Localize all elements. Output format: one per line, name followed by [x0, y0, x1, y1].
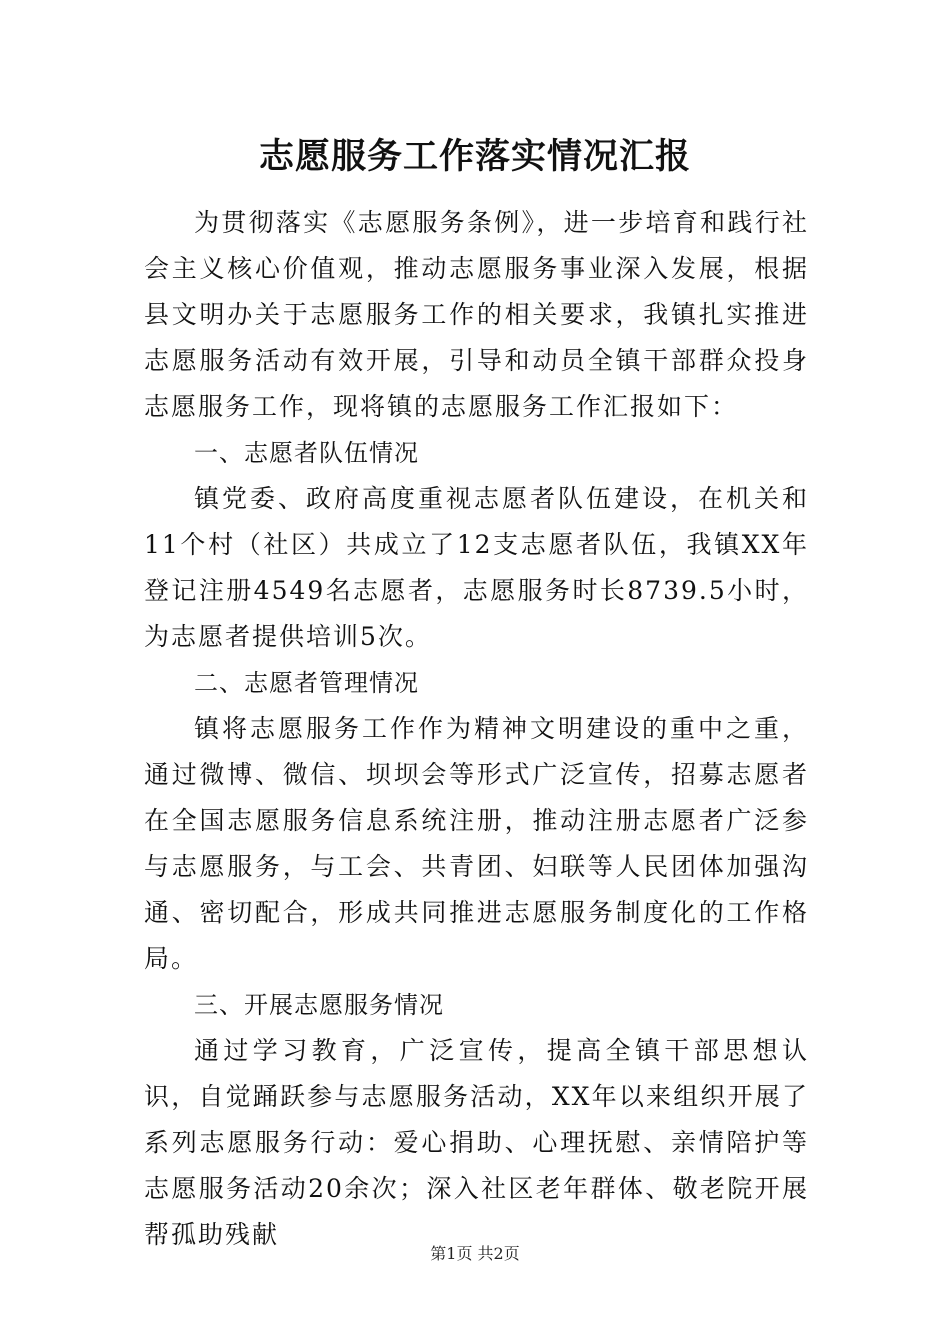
- intro-paragraph: 为贯彻落实《志愿服务条例》，进一步培育和践行社会主义核心价值观，推动志愿服务事业深入发展，根据县文明办关于志愿服务工作的相关要求，我镇扎实推进志愿服务活动有效开展，引导和动员全镇干部群众投身志愿服务工作，现将镇的志愿服务工作汇报如下：: [144, 208, 809, 421]
- page-number-footer: 第1页 共2页: [430, 1244, 520, 1263]
- section-paragraph-volunteer-team: 镇党委、政府高度重视志愿者队伍建设，在机关和11个村（社区）共成立了12支志愿者队伍，我镇XX年登记注册4549名志愿者，志愿服务时长8739.5小时，为志愿者提供培训5次。: [144, 484, 809, 651]
- section-paragraph-volunteer-service: 通过学习教育，广泛宣传，提高全镇干部思想认识，自觉踊跃参与志愿服务活动，XX年以来组织开展了系列志愿服务行动：爱心捐助、心理抚慰、亲情陪护等志愿服务活动20余次；深入社区老年群体、敬老院开展帮孤助残献: [144, 1036, 809, 1249]
- section-paragraph-volunteer-management: 镇将志愿服务工作作为精神文明建设的重中之重，通过微博、微信、坝坝会等形式广泛宣传，招募志愿者在全国志愿服务信息系统注册，推动注册志愿者广泛参与志愿服务，与工会、共青团、妇联等人民团体加强沟通、密切配合，形成共同推进志愿服务制度化的工作格局。: [144, 714, 809, 973]
- section-heading-volunteer-team: 一、志愿者队伍情况: [194, 439, 419, 467]
- document-title: 志愿服务工作落实情况汇报: [258, 136, 691, 177]
- document-body: [144, 200, 809, 1258]
- section-heading-volunteer-service: 三、开展志愿服务情况: [194, 991, 444, 1019]
- section-heading-volunteer-management: 二、志愿者管理情况: [194, 669, 419, 697]
